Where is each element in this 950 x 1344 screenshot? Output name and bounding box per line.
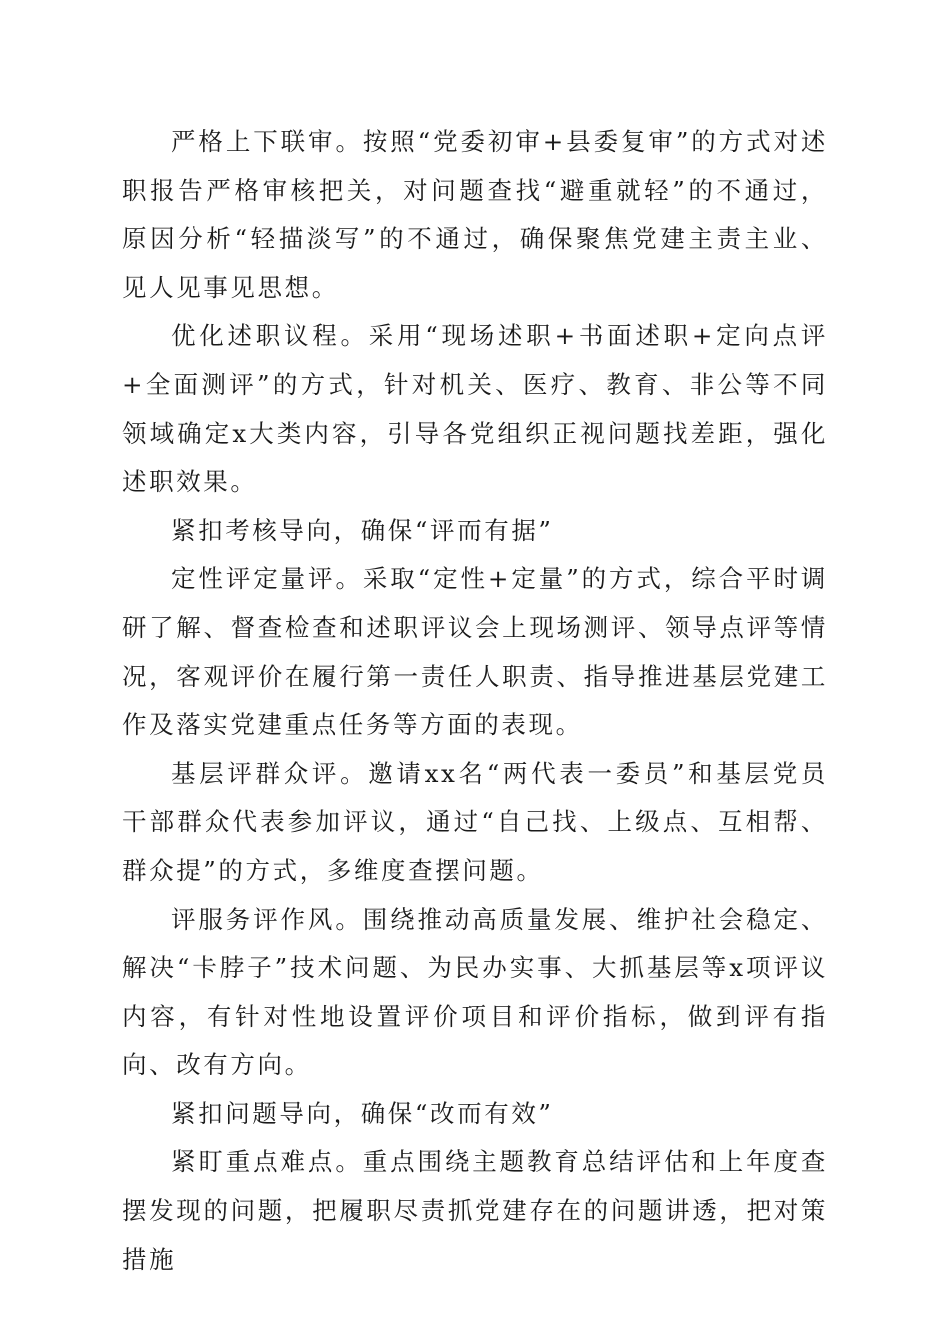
paragraph-optimize-agenda: 优化述职议程。采用“现场述职+书面述职+定向点评+全面测评”的方式，针对机关、医疗、教育、非公等不同领域确定x大类内容，引导各党组织正视问题找差距，强化述职效果。 xyxy=(122,321,828,497)
document-body xyxy=(122,118,828,1284)
paragraph-joint-review: 严格上下联审。按照“党委初审+县委复审”的方式对述职报告严格审核把关，对问题查找“避重就轻”的不通过，原因分析“轻描淡写”的不通过，确保聚焦党建主责主业、见人见事见思想。 xyxy=(122,127,828,302)
paragraph-grassroots-evaluation: 基层评群众评。邀请xx名“两代表一委员”和基层党员干部群众代表参加评议，通过“自己找、上级点、互相帮、群众提”的方式，多维度查摆问题。 xyxy=(122,758,828,885)
paragraph-key-difficulties: 紧盯重点难点。重点围绕主题教育总结评估和上年度查摆发现的问题，把履职尽责抓党建存在的问题讲透，把对策措施 xyxy=(122,1147,828,1274)
paragraph-qualitative-quantitative: 定性评定量评。采取“定性+定量”的方式，综合平时调研了解、督查检查和述职评议会上现场测评、领导点评等情况，客观评价在履行第一责任人职责、指导推进基层党建工作及落实党建重点任务等方面的表现。 xyxy=(122,564,828,740)
section-heading-problem: 紧扣问题导向，确保“改而有效” xyxy=(171,1098,554,1128)
paragraph-service-style: 评服务评作风。围绕推动高质量发展、维护社会稳定、解决“卡脖子”技术问题、为民办实事、大抓基层等x项评议内容，有针对性地设置评价项目和评价指标，做到评有指向、改有方向。 xyxy=(122,904,828,1080)
section-heading-assessment: 紧扣考核导向，确保“评而有据” xyxy=(171,515,554,545)
